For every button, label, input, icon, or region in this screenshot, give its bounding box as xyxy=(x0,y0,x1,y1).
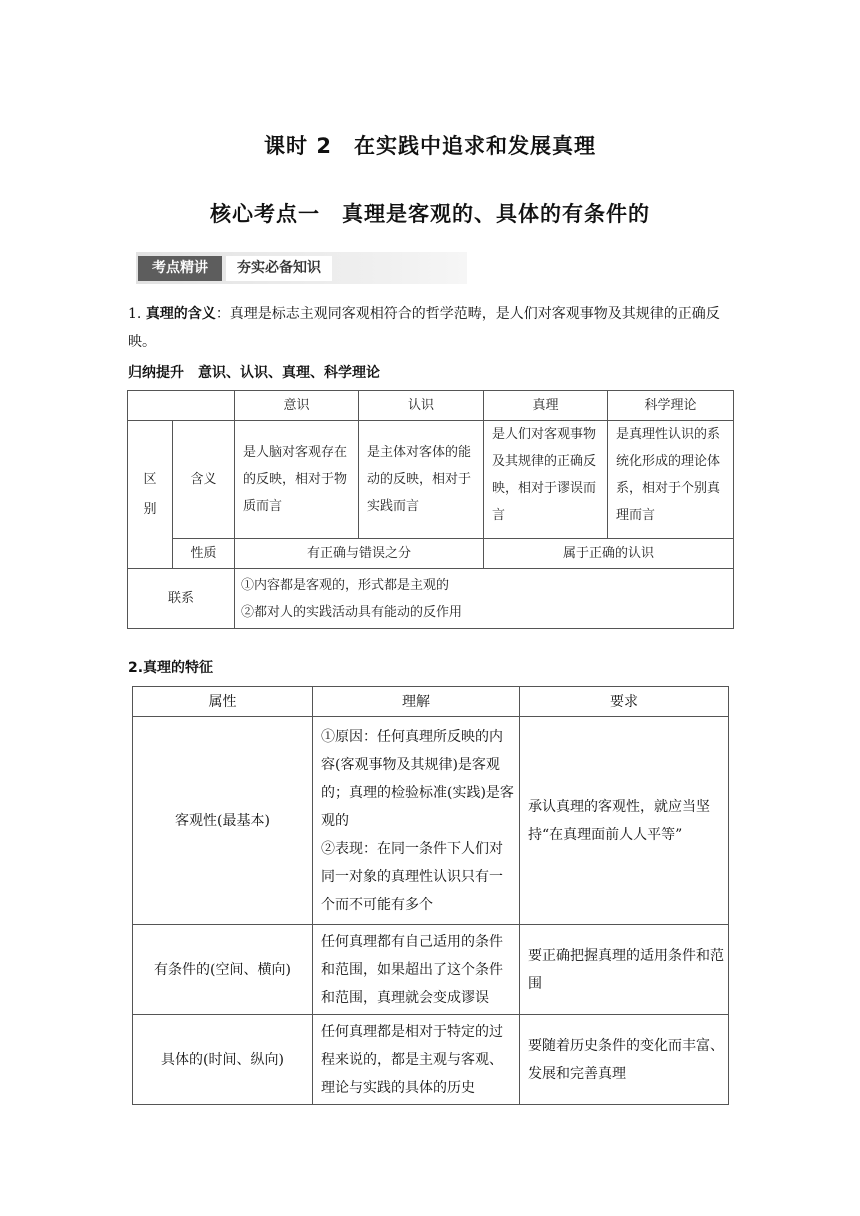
summary-heading: 归纳提升 意识、认识、真理、科学理论 xyxy=(128,365,380,381)
header-cell: 意识 xyxy=(235,391,359,421)
understand-cell: 任何真理都有自己适用的条件和范围，如果超出了这个条件和范围，真理就会变成谬误 xyxy=(313,925,520,1015)
require-cell: 要正确把握真理的适用条件和范围 xyxy=(520,925,729,1015)
table-row xyxy=(128,539,734,569)
point-text: ：真理是标志主观同客观相符合的哲学范畴，是人们对客观事物及其规律的正确反映。 xyxy=(128,306,720,350)
point-heading: 2.真理的特征 xyxy=(128,660,214,676)
table-row xyxy=(128,569,734,629)
group-label: 区别 xyxy=(128,421,173,569)
header-cell: 属性 xyxy=(133,687,313,717)
table-cell: 属于正确的认识 xyxy=(484,539,734,569)
table-row xyxy=(128,391,734,421)
banner-tag: 考点精讲 xyxy=(138,256,222,281)
table-row xyxy=(133,687,729,717)
banner-subtitle: 夯实必备知识 xyxy=(226,256,332,281)
table-cell xyxy=(235,569,734,629)
attr-cell: 有条件的(空间、横向) xyxy=(133,925,313,1015)
table-cell: 是主体对客体的能动的反映，相对于实践而言 xyxy=(359,421,484,539)
link-item: ①内容都是客观的，形式都是主观的 xyxy=(241,577,450,593)
header-cell: 理解 xyxy=(313,687,520,717)
table-cell: 有正确与错误之分 xyxy=(235,539,484,569)
table-row xyxy=(133,717,729,925)
table-row xyxy=(133,1015,729,1105)
header-cell: 真理 xyxy=(484,391,608,421)
comparison-table xyxy=(127,390,734,629)
row-label: 联系 xyxy=(128,569,235,629)
table-row xyxy=(128,421,734,539)
header-cell: 科学理论 xyxy=(608,391,734,421)
header-cell: 要求 xyxy=(520,687,729,717)
attr-cell: 客观性(最基本) xyxy=(133,717,313,925)
header-cell: 认识 xyxy=(359,391,484,421)
truth-definition xyxy=(128,300,738,356)
table-cell: 是人脑对客观存在的反映，相对于物质而言 xyxy=(235,421,359,539)
table-cell: 是人们对客观事物及其规律的正确反映，相对于谬误而言 xyxy=(484,421,608,539)
section-title: 核心考点一 真理是客观的、具体的有条件的 xyxy=(210,202,650,226)
understand-cell: ①原因：任何真理所反映的内容(客观事物及其规律)是客观的；真理的检验标准(实践)是客观的 ②表现：在同一条件下人们对同一对象的真理性认识只有一个而不可能有多个 xyxy=(313,717,520,925)
row-label: 性质 xyxy=(173,539,235,569)
require-cell: 要随着历史条件的变化而丰富、发展和完善真理 xyxy=(520,1015,729,1105)
lesson-title: 课时 2 在实践中追求和发展真理 xyxy=(264,134,596,158)
section-banner xyxy=(136,252,467,284)
understand-cell: 任何真理都是相对于特定的过程来说的，都是主观与客观、理论与实践的具体的历史 xyxy=(313,1015,520,1105)
point-label: 真理的含义 xyxy=(145,306,216,322)
truth-features-table xyxy=(132,686,729,1105)
attr-cell: 具体的(时间、纵向) xyxy=(133,1015,313,1105)
require-cell: 承认真理的客观性，就应当坚持“在真理面前人人平等” xyxy=(520,717,729,925)
row-label: 含义 xyxy=(173,421,235,539)
table-row xyxy=(133,925,729,1015)
point-number: 1. xyxy=(128,306,142,322)
link-item: ②都对人的实践活动具有能动的反作用 xyxy=(241,604,463,620)
table-cell: 是真理性认识的系统化形成的理论体系，相对于个别真理而言 xyxy=(608,421,734,539)
